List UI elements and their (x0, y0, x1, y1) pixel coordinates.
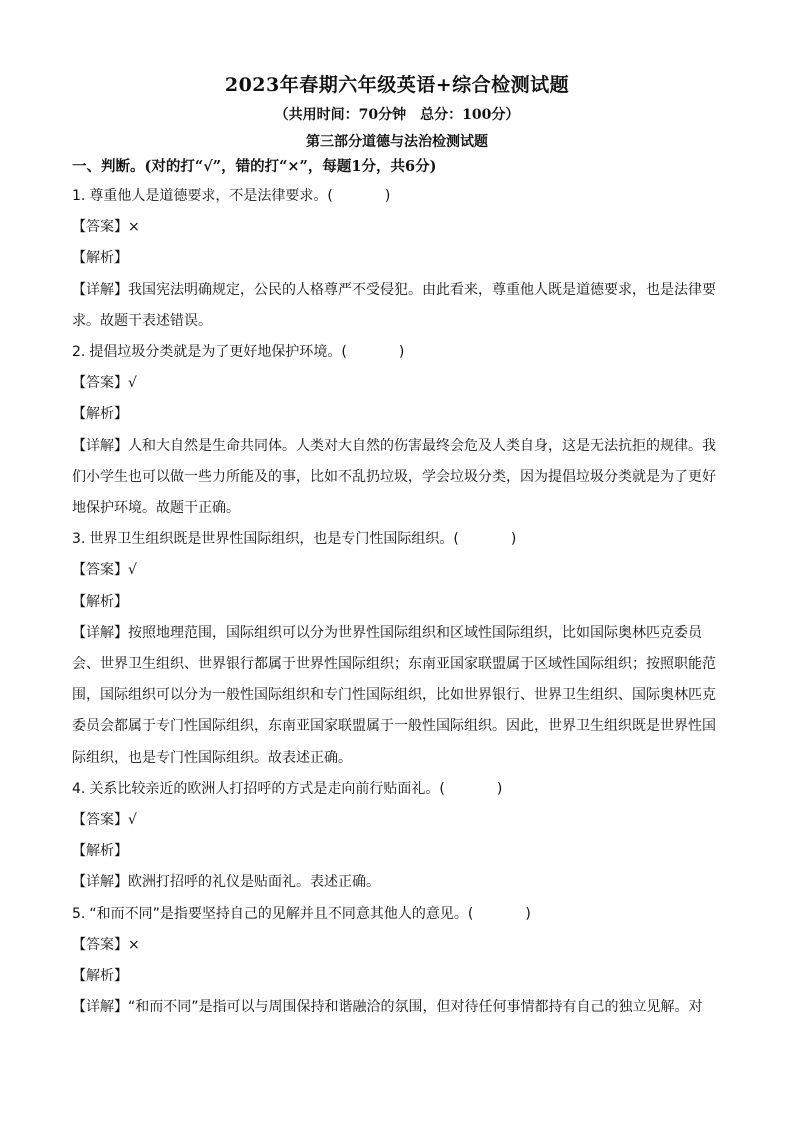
question-4-analysis-label: 【解析】 (72, 843, 128, 860)
question-4-stem: 4. 关系比较亲近的欧洲人打招呼的方式是走向前行贴面礼。( ) (72, 780, 503, 797)
question-2-detail-line: 地保护环境。故题干正确。 (72, 500, 240, 517)
question-5-answer: 【答案】× (72, 936, 140, 953)
question-1-stem: 1. 尊重他人是道德要求，不是法律要求。( ) (72, 188, 391, 204)
question-1-analysis-label: 【解析】 (72, 250, 128, 267)
exam-info: （共用时间：70分钟 总分：100分） (274, 107, 520, 123)
question-5-stem: 5. “和而不同”是指要坚持自己的见解并且不同意其他人的意见。( ) (72, 905, 531, 922)
part-heading: 第三部分道德与法治检测试题 (306, 134, 488, 150)
question-3-analysis-label: 【解析】 (72, 593, 128, 610)
question-1-detail-line: 【详解】我国宪法明确规定，公民的人格尊严不受侵犯。由此看来，尊重他人既是道德要求，也是法律要 (72, 281, 716, 298)
section-heading: 一、判断。(对的打“√”，错的打“×”，每题1分，共6分) (72, 158, 437, 175)
question-3-detail-line: 际组织，也是专门性国际组织。故表述正确。 (72, 749, 352, 766)
question-2-detail-line: 们小学生也可以做一些力所能及的事，比如不乱扔垃圾，学会垃圾分类，因为提倡垃圾分类就是为了更好 (72, 468, 716, 485)
question-2-stem: 2. 提倡垃圾分类就是为了更好地保护环境。( ) (72, 344, 405, 361)
question-3-detail-line: 会、世界卫生组织、世界银行都属于世界性国际组织；东南亚国家联盟属于区域性国际组织；按照职能范 (72, 656, 716, 673)
question-4-detail-line: 【详解】欧洲打招呼的礼仪是贴面礼。表述正确。 (72, 874, 380, 891)
question-list (72, 181, 722, 1023)
question-2-answer: 【答案】√ (72, 375, 137, 392)
question-5-analysis-label: 【解析】 (72, 968, 128, 985)
question-2-analysis-label: 【解析】 (72, 406, 128, 423)
question-3-answer: 【答案】√ (72, 562, 137, 579)
question-4-answer: 【答案】√ (72, 812, 137, 829)
question-5-detail-line: 【详解】“和而不同”是指可以与周围保持和谐融洽的氛围，但对待任何事情都持有自己的独立见解。对 (72, 999, 703, 1016)
page-title: 2023年春期六年级英语+综合检测试题 (224, 74, 570, 96)
question-1-answer: 【答案】× (72, 219, 140, 236)
question-3-detail-line: 委员会都属于专门性国际组织，东南亚国家联盟属于一般性国际组织。因此，世界卫生组织既是世界性国 (72, 718, 716, 735)
question-1-detail-line: 求。故题干表述错误。 (72, 312, 212, 329)
question-2-detail-line: 【详解】人和大自然是生命共同体。人类对大自然的伤害最终会危及人类自身，这是无法抗拒的规律。我 (72, 437, 716, 454)
question-3-detail-line: 【详解】按照地理范围，国际组织可以分为世界性国际组织和区域性国际组织，比如国际奥林匹克委员 (72, 624, 702, 641)
question-3-stem: 3. 世界卫生组织既是世界性国际组织，也是专门性国际组织。( ) (72, 531, 517, 548)
question-3-detail-line: 围，国际组织可以分为一般性国际组织和专门性国际组织，比如世界银行、世界卫生组织、国际奥林匹克 (72, 687, 716, 704)
